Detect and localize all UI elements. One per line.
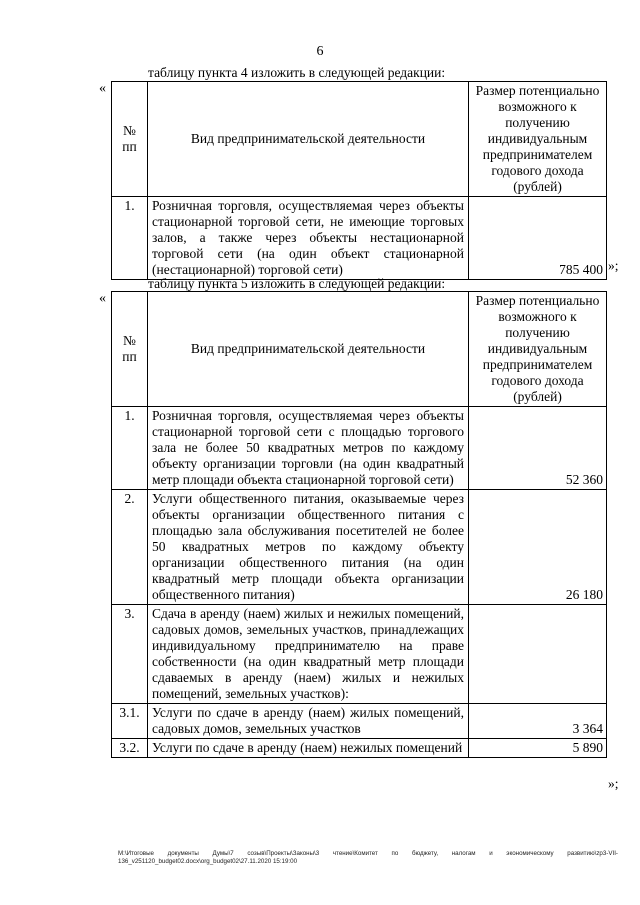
row-value: 52 360 <box>469 407 607 490</box>
row-value: 785 400 <box>469 197 607 280</box>
section2-close-quote: »; <box>608 776 619 791</box>
footer-file-path: M:\Итоговые документы Думы\7 созыв\Проекты\Законы\3 чтение\Комитет по бюджету, налогам и экономическому развитию\zp3-VII-136_v251120_budget02.docx\org_budget02\27.11.2020 15:19:00 <box>118 850 618 865</box>
table-row <box>112 197 607 280</box>
row-value: 5 890 <box>469 739 607 758</box>
col-num-header: № пп <box>112 82 148 197</box>
section1-intro: таблицу пункта 4 изложить в следующей редакции: <box>148 65 446 80</box>
table-income-1 <box>111 81 607 280</box>
table-2-header-row <box>112 292 607 407</box>
col-activity-header: Вид предпринимательской деятельности <box>148 292 469 407</box>
row-num: 3.2. <box>112 739 148 758</box>
section2-intro: таблицу пункта 5 изложить в следующей редакции: <box>148 276 446 291</box>
row-activity: Сдача в аренду (наем) жилых и нежилых помещений, садовых домов, земельных участков, принадлежащих индивидуальному предпринимателю на праве собственности (на один квадратный метр площади сдаваемых в аренду (наем) жилых и нежилых помещений, земельных участков): <box>148 605 469 704</box>
row-num: 1. <box>112 407 148 490</box>
page-number: 6 <box>316 44 324 59</box>
row-num: 1. <box>112 197 148 280</box>
table-row <box>112 739 607 758</box>
col-activity-header: Вид предпринимательской деятельности <box>148 82 469 197</box>
row-value: 3 364 <box>469 704 607 739</box>
row-activity: Услуги общественного питания, оказываемые через объекты организации общественного питания с площадью зала обслуживания посетителей не более 50 квадратных метров по каждому объекту организации общественного питания (на один квадратный метр площади объекта организации общественного питания) <box>148 490 469 605</box>
section1-open-quote: « <box>99 81 106 96</box>
row-num: 3.1. <box>112 704 148 739</box>
row-activity: Услуги по сдаче в аренду (наем) жилых помещений, садовых домов, земельных участков <box>148 704 469 739</box>
table-row <box>112 605 607 704</box>
table-row <box>112 490 607 605</box>
row-value <box>469 605 607 704</box>
col-income-header: Размер потенциально возможного к получению индивидуальным предпринимателем годового дохода (рублей) <box>469 292 607 407</box>
row-activity: Услуги по сдаче в аренду (наем) нежилых помещений <box>148 739 469 758</box>
row-activity: Розничная торговля, осуществляемая через объекты стационарной торговой сети с площадью торгового зала не более 50 квадратных метров по каждому объекту организации торговли (на один квадратный метр площади объекта стационарной торговой сети) <box>148 407 469 490</box>
table-row <box>112 407 607 490</box>
row-activity: Розничная торговля, осуществляемая через объекты стационарной торговой сети, не имеющие торговых залов, а также через объекты нестационарной торговой сети (на один объект стационарной (нестационарной) торговой сети) <box>148 197 469 280</box>
table-row <box>112 704 607 739</box>
section1-close-quote: »; <box>608 258 619 273</box>
col-income-header: Размер потенциально возможного к получению индивидуальным предпринимателем годового дохода (рублей) <box>469 82 607 197</box>
col-num-header: № пп <box>112 292 148 407</box>
section2-open-quote: « <box>99 291 106 306</box>
table-2 <box>111 291 607 758</box>
row-value: 26 180 <box>469 490 607 605</box>
row-num: 2. <box>112 490 148 605</box>
table-1-header-row <box>112 82 607 197</box>
row-num: 3. <box>112 605 148 704</box>
